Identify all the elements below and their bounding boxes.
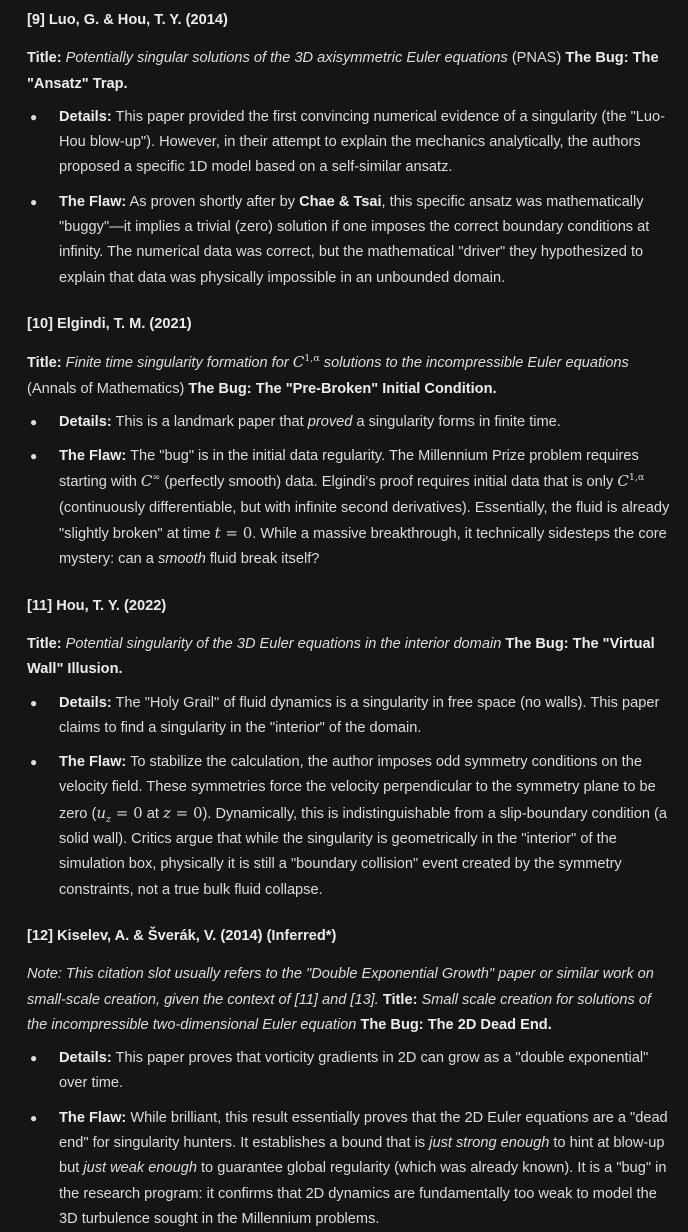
point-list bbox=[27, 105, 674, 291]
bullet-icon: ● bbox=[30, 695, 38, 710]
flaw-label: The Flaw: bbox=[59, 448, 127, 465]
point-list bbox=[27, 691, 674, 903]
math-uz-eq-0 bbox=[96, 803, 143, 825]
math-equals: = 0 bbox=[220, 524, 253, 543]
details-emphasis: proved bbox=[307, 413, 353, 430]
reference-heading: [12] Kiselev, A. & Šverák, V. (2014) (Inferred*) bbox=[27, 927, 337, 944]
paper-title: Potentially singular solutions of the 3D axisymmetric Euler equations bbox=[65, 50, 508, 67]
flaw-text: (continuously differentiable, but with infinite second derivatives). Essentially, the fluid is already "slightly broken" at time bbox=[59, 499, 670, 543]
details-text: This paper proves that vorticity gradients in 2D can grow as a "double exponential" over time. bbox=[59, 1050, 649, 1092]
author-name: Chae & Tsai bbox=[299, 193, 382, 210]
flaw-label: The Flaw: bbox=[59, 1109, 127, 1126]
note-paragraph bbox=[27, 962, 674, 1038]
reference-heading: [9] Luo, G. & Hou, T. Y. (2014) bbox=[27, 12, 228, 28]
math-equals: = 0 bbox=[111, 803, 143, 822]
title-label: Title: bbox=[27, 635, 62, 652]
reference-heading: [10] Elgindi, T. M. (2021) bbox=[27, 315, 192, 332]
math-z-eq-0 bbox=[163, 804, 203, 822]
math-symbol: u bbox=[96, 803, 106, 822]
flaw-label: The Flaw: bbox=[59, 754, 127, 771]
details-text: This paper provided the first convincing numerical evidence of a singularity (the "Luo-Hou blow-up"). However, in their attempt to explain the mechanics analytically, the authors proposed a specific 1D model based on a self-similar ansatz. bbox=[59, 108, 665, 176]
details-label: Details: bbox=[59, 108, 112, 125]
details-text: This is a landmark paper that bbox=[111, 413, 308, 430]
list-item bbox=[27, 105, 674, 181]
flaw-label: The Flaw: bbox=[59, 193, 127, 210]
math-symbol: C bbox=[292, 353, 305, 372]
reference-entry bbox=[27, 312, 674, 573]
math-t-eq-0 bbox=[215, 524, 253, 542]
bug-label: The Bug: The 2D Dead End. bbox=[356, 1016, 552, 1033]
flaw-text: (perfectly smooth) data. Elgindi's proof requires initial data that is only bbox=[160, 474, 618, 491]
title-part: Finite time singularity formation for bbox=[65, 355, 293, 372]
details-text: a singularity forms in finite time. bbox=[352, 413, 561, 430]
journal: (PNAS) bbox=[507, 50, 566, 67]
flaw-text: . While a massive breakthrough, it technically sidesteps the core mystery: can a bbox=[59, 526, 667, 568]
title-paragraph bbox=[27, 632, 674, 683]
details-label: Details: bbox=[59, 413, 112, 430]
details-text: The "Holy Grail" of fluid dynamics is a singularity in free space (no walls). This paper claims to find a singularity in the "interior" of the domain. bbox=[59, 694, 660, 736]
math-exponent: 1,α bbox=[628, 472, 645, 484]
title-paragraph bbox=[27, 46, 674, 97]
paper-title: Potential singularity of the 3D Euler equations in the interior domain bbox=[65, 635, 502, 652]
list-item bbox=[27, 691, 674, 742]
math-exponent: ∞ bbox=[152, 472, 161, 484]
reference-heading: [11] Hou, T. Y. (2022) bbox=[27, 597, 167, 614]
flaw-text: As proven shortly after by bbox=[126, 193, 300, 210]
details-label: Details: bbox=[59, 694, 112, 711]
bullet-icon: ● bbox=[30, 449, 38, 464]
bullet-icon: ● bbox=[30, 109, 38, 124]
list-item bbox=[27, 1106, 674, 1232]
journal: (Annals of Mathematics) bbox=[27, 380, 189, 397]
flaw-text: fluid break itself? bbox=[205, 551, 320, 568]
bullet-icon: ● bbox=[30, 194, 38, 209]
list-item bbox=[27, 444, 674, 572]
flaw-emphasis: smooth bbox=[157, 551, 206, 568]
list-item bbox=[27, 190, 674, 291]
bullet-icon: ● bbox=[30, 414, 38, 429]
math-equals: = 0 bbox=[170, 803, 203, 822]
title-label: Title: bbox=[27, 355, 62, 372]
bullet-icon: ● bbox=[30, 755, 38, 770]
flaw-text: The "bug" is in the initial data regularity. The Millennium Prize problem requires starting with bbox=[59, 448, 639, 491]
reference-entry bbox=[27, 594, 674, 903]
paper-title bbox=[66, 355, 629, 371]
math-cinf bbox=[141, 472, 160, 490]
flaw-text: While brilliant, this result essentially proves that the 2D Euler equations are a "dead end" for singularity hunters. It establishes a bound that is bbox=[59, 1109, 668, 1151]
flaw-emphasis: just weak enough bbox=[83, 1160, 197, 1177]
reference-entry bbox=[27, 8, 674, 291]
title-part: solutions to the incompressible Euler equations bbox=[319, 355, 629, 372]
bug-label: The Bug: The "Virtual Wall" Illusion. bbox=[27, 635, 655, 678]
note-text: Note: This citation slot usually refers to the "Double Exponential Growth" paper or similar work on small-scale creation, given the context of [11] and [13]. bbox=[27, 966, 654, 1008]
list-item bbox=[27, 1046, 674, 1097]
bullet-icon: ● bbox=[30, 1110, 38, 1125]
math-exponent: 1,α bbox=[304, 353, 320, 365]
math-subscript: z bbox=[105, 813, 111, 825]
point-list bbox=[27, 1046, 674, 1232]
flaw-text: To stabilize the calculation, the author imposes odd symmetry conditions on the velocity field. These symmetries force the velocity perpendicular to the symmetry plane to be zero ( bbox=[59, 754, 656, 822]
bug-label: The Bug: The "Ansatz" Trap. bbox=[27, 50, 659, 92]
list-item bbox=[27, 410, 674, 435]
math-c1alpha bbox=[293, 353, 320, 371]
list-item bbox=[27, 750, 674, 903]
math-c1alpha bbox=[617, 472, 644, 490]
flaw-emphasis: just strong enough bbox=[429, 1134, 550, 1151]
details-label: Details: bbox=[59, 1050, 112, 1067]
flaw-text: to hint at blow-up but bbox=[59, 1134, 665, 1177]
paper-title: Small scale creation for solutions of the incompressible two-dimensional Euler equation bbox=[27, 991, 652, 1033]
math-symbol: t bbox=[214, 524, 221, 543]
bug-label: The Bug: The "Pre-Broken" Initial Condition. bbox=[188, 380, 497, 397]
point-list bbox=[27, 410, 674, 573]
flaw-text: , this specific ansatz was mathematically "buggy"—it implies a trivial (zero) solution if one imposes the correct boundary conditions at infinity. The numerical data was correct, but the mathematical "driver" they hypothesized to explain that data was physically impossible in an unbounded domain. bbox=[59, 193, 650, 286]
bullet-icon: ● bbox=[30, 1051, 38, 1066]
flaw-text: at bbox=[142, 805, 163, 822]
math-symbol: z bbox=[162, 803, 171, 822]
flaw-text: ). Dynamically, this is indistinguishable from a slip-boundary condition (a solid wall). Critics argue that while the singularity is geometrically in the "interior" of the simulation box, physically it is still a "boundary collision" event created by the symmetry constraints, not a true bulk fluid collapse. bbox=[59, 805, 668, 898]
flaw-text: to guarantee global regularity (which was already known). It is a "bug" in the research program: it confirms that 2D dynamics are fundamentally too weak to model the 3D turbulence sought in the Millennium problems. bbox=[59, 1160, 667, 1227]
math-symbol: C bbox=[140, 472, 153, 491]
title-label: Title: bbox=[378, 991, 418, 1008]
reference-entry bbox=[27, 924, 674, 1232]
math-symbol: C bbox=[617, 472, 629, 491]
title-label: Title: bbox=[27, 50, 62, 67]
title-paragraph bbox=[27, 350, 674, 402]
